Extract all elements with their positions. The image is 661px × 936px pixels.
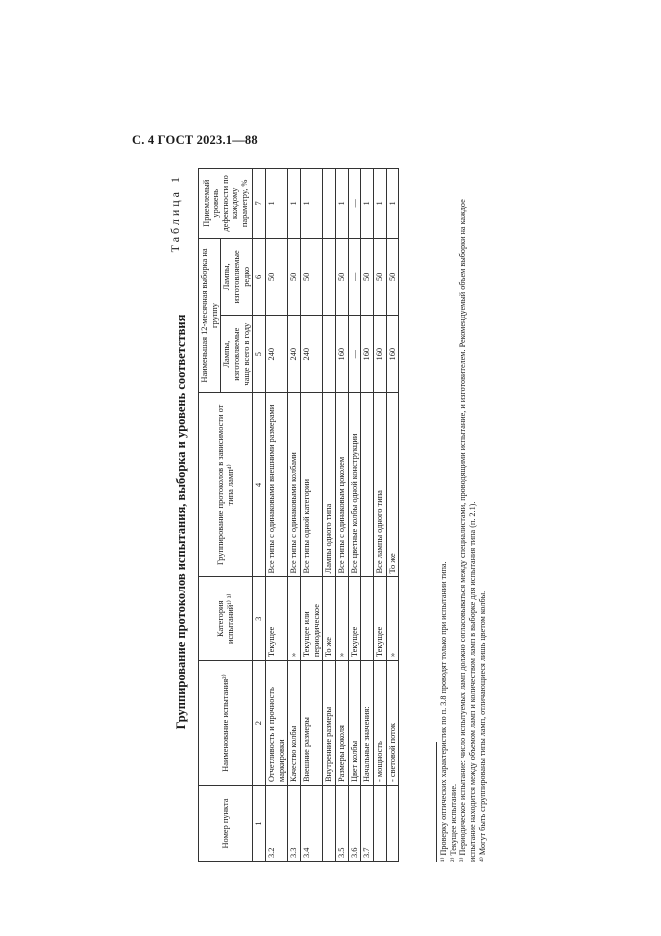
cell-test-name: Внешние размеры	[300, 661, 322, 786]
cell-item-number: 3.3	[288, 786, 301, 862]
column-number: 2	[253, 661, 266, 786]
cell-aql: 1	[373, 169, 386, 239]
footnote: ²⁾ Текущее испытание.	[448, 783, 458, 862]
table-row	[373, 169, 386, 862]
header-test-category: Категория испытаний¹⁾ ³⁾	[199, 577, 253, 661]
cell-aql: 1	[386, 169, 399, 239]
cell-category: »	[288, 577, 301, 661]
header-grouping: Группирование протоколов в зависимости от типа ламп⁴⁾	[199, 393, 253, 577]
cell-test-name: Внутренние размеры	[323, 661, 336, 786]
cell-sample-rare: —	[348, 238, 361, 315]
column-number: 1	[253, 786, 266, 862]
table-row	[361, 169, 374, 862]
cell-sample-frequent	[323, 316, 336, 393]
cell-sample-rare: 50	[300, 238, 322, 315]
cell-sample-rare: 50	[361, 238, 374, 315]
cell-item-number: 3.6	[348, 786, 361, 862]
header-sample-size: Наименьшая 12-месячная выборка на группу	[199, 238, 221, 393]
cell-item-number: 3.4	[300, 786, 322, 862]
cell-category: Текущее	[348, 577, 361, 661]
table-row	[300, 169, 322, 862]
header-frequent-lamps: Лампы, изготовляемые чаще всего в году	[221, 316, 253, 393]
cell-category: »	[386, 577, 399, 661]
cell-item-number: 3.2	[265, 786, 287, 862]
cell-test-name: Начальные значения:	[361, 661, 374, 786]
table-caption: Таблица 1	[168, 174, 182, 253]
header-test-name: Наименование испытания²⁾	[199, 661, 253, 786]
cell-sample-frequent: 240	[265, 316, 287, 393]
cell-sample-rare	[323, 238, 336, 315]
cell-category: Текущее	[373, 577, 386, 661]
cell-grouping: Все типы с одинаковыми колбами	[288, 393, 301, 577]
cell-item-number	[386, 786, 399, 862]
table-row	[288, 169, 301, 862]
cell-category: То же	[323, 577, 336, 661]
cell-category	[361, 577, 374, 661]
cell-test-name: Цвет колбы	[348, 661, 361, 786]
cell-category: Текущее	[265, 577, 287, 661]
cell-test-name: - световой поток	[386, 661, 399, 786]
cell-sample-frequent: 160	[361, 316, 374, 393]
column-number: 3	[253, 577, 266, 661]
cell-aql: 1	[300, 169, 322, 239]
table-row	[386, 169, 399, 862]
table-title: Группирование протоколов испытания, выборка и уровень соответствия	[174, 314, 188, 730]
header-item-number: Номер пункта	[199, 786, 253, 862]
footnote-divider	[436, 742, 437, 862]
column-number: 7	[253, 169, 266, 239]
cell-aql: 1	[335, 169, 348, 239]
cell-item-number	[323, 786, 336, 862]
cell-grouping: Все типы с одинаковым цоколем	[335, 393, 348, 577]
cell-sample-rare: 50	[288, 238, 301, 315]
column-number: 6	[253, 238, 266, 315]
cell-test-name: - мощность	[373, 661, 386, 786]
cell-item-number	[373, 786, 386, 862]
cell-item-number: 3.7	[361, 786, 374, 862]
header-rare-lamps: Лампы, изготовляемые редко	[221, 238, 253, 315]
table-row	[335, 169, 348, 862]
column-numbers-row	[253, 169, 266, 862]
cell-grouping: Все типы с одинаковыми внешними размерами	[265, 393, 287, 577]
cell-aql: —	[348, 169, 361, 239]
cell-test-name: Отчетливость и прочность маркировки	[265, 661, 287, 786]
cell-sample-rare: 50	[265, 238, 287, 315]
cell-sample-frequent: 160	[386, 316, 399, 393]
footnote: ³⁾ Периодическое испытание: число испытуемых ламп должно согласовываться между специалистами, проводящими испытание, и изготовителем. Рекомендуемый объем выборки на каждое испытание находится между объемом ламп и количеством ламп в выборке для испытания типа (п. 2.1).	[458, 199, 478, 862]
cell-sample-frequent: —	[348, 316, 361, 393]
cell-sample-rare: 50	[373, 238, 386, 315]
cell-grouping	[361, 393, 374, 577]
cell-grouping: Все лампы одного типа	[373, 393, 386, 577]
cell-category: Текущее или периодическое	[300, 577, 322, 661]
table-row	[265, 169, 287, 862]
cell-aql	[323, 169, 336, 239]
cell-sample-rare: 50	[335, 238, 348, 315]
cell-sample-frequent: 160	[335, 316, 348, 393]
cell-aql: 1	[265, 169, 287, 239]
footnote: ¹⁾ Проверку оптических характеристик по п. 3.8 проводят только при испытании типа.	[439, 561, 448, 862]
cell-grouping: То же	[386, 393, 399, 577]
footnote: ⁴⁾ Могут быть сгруппированы типы ламп, отличающиеся лишь цветом колбы.	[477, 590, 487, 862]
cell-aql: 1	[361, 169, 374, 239]
cell-sample-rare: 50	[386, 238, 399, 315]
column-number: 5	[253, 316, 266, 393]
groupings-table	[198, 168, 399, 862]
column-number: 4	[253, 393, 266, 577]
header-aql: Приемлемый уровень дефектности по каждому параметру, %	[199, 169, 253, 239]
cell-test-name: Размеры цоколя	[335, 661, 348, 786]
cell-item-number: 3.5	[335, 786, 348, 862]
cell-sample-frequent: 160	[373, 316, 386, 393]
cell-grouping: Все типы одной категории	[300, 393, 322, 577]
table-row	[348, 169, 361, 862]
footnotes	[436, 162, 487, 862]
cell-sample-frequent: 240	[300, 316, 322, 393]
rotated-table-block	[168, 162, 520, 862]
cell-grouping: Лампы одного типа	[323, 393, 336, 577]
cell-grouping: Все цветные колбы одной конструкции	[348, 393, 361, 577]
cell-category: »	[335, 577, 348, 661]
page-header: С. 4 ГОСТ 2023.1—88	[132, 133, 258, 147]
cell-test-name: Качество колбы	[288, 661, 301, 786]
cell-sample-frequent: 240	[288, 316, 301, 393]
table-row	[323, 169, 336, 862]
cell-aql: 1	[288, 169, 301, 239]
